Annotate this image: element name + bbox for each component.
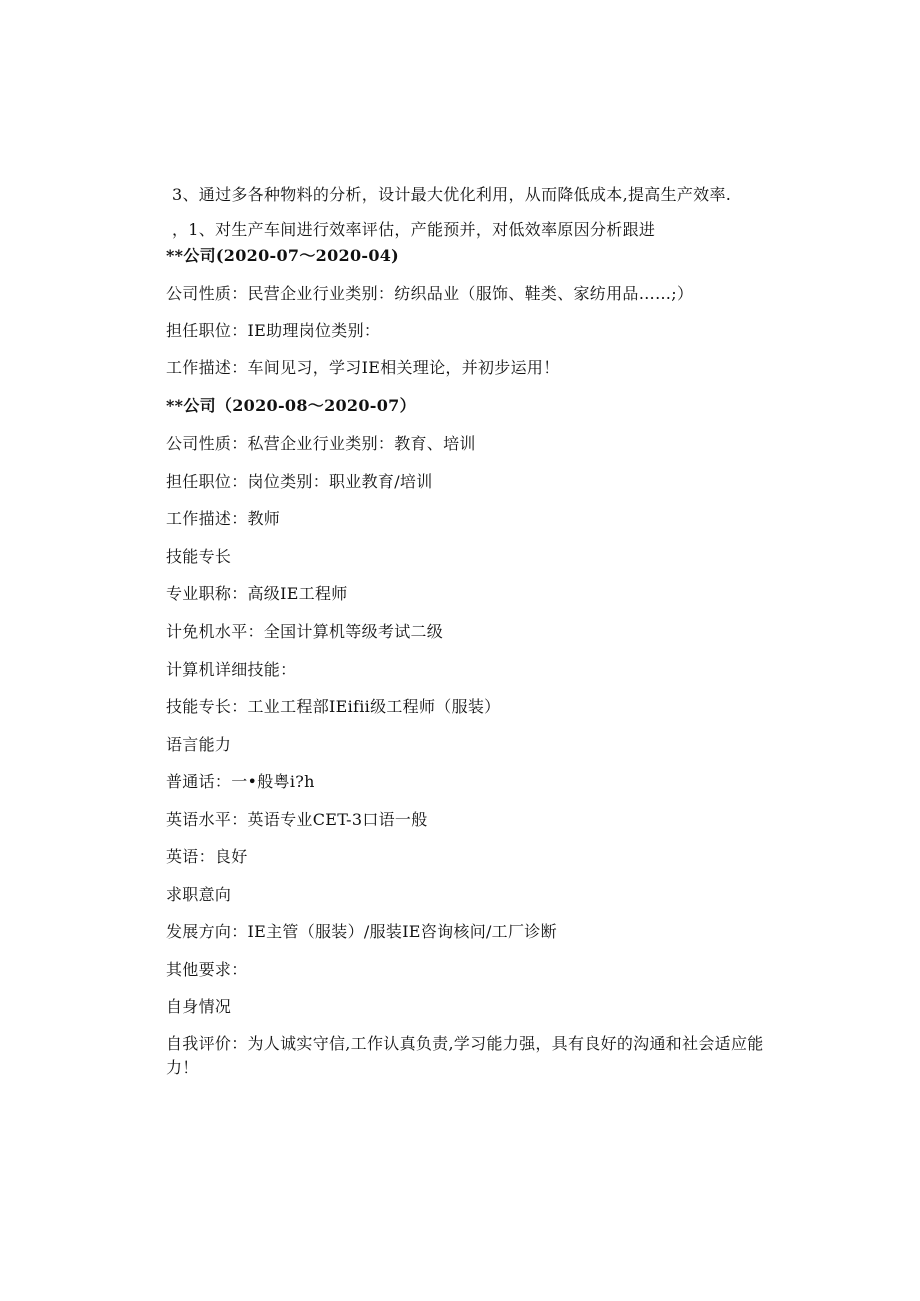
company-2-nature: 公司性质：私营企业行业类别：教育、培训 <box>166 434 476 453</box>
section-skills: 技能专长 <box>166 547 232 566</box>
company-1-position: 担任职位：IE助理岗位类别： <box>166 321 381 340</box>
company-1-description: 工作描述：车间见习，学习IE相关理论，并初步运用！ <box>166 358 560 377</box>
company-1-nature: 公司性质：民营企业行业类别：纺织品业（服饰、鞋类、家纺用品……;） <box>166 284 694 303</box>
other-requirements: 其他要求： <box>166 960 248 979</box>
section-language: 语言能力 <box>166 735 232 754</box>
section-job-intention: 求职意向 <box>166 885 232 904</box>
company-1-header: **公司(2020-07～2020-04) <box>166 246 400 265</box>
english-level: 英语水平：英语专业CET-3口语一般 <box>166 810 428 829</box>
professional-title: 专业职称：高级IE工程师 <box>166 584 348 603</box>
mandarin-level: 普通话：一•般粤i?h <box>166 772 315 791</box>
computer-skills: 计算机详细技能： <box>166 660 297 679</box>
section-self: 自身情况 <box>166 997 232 1016</box>
company-2-description: 工作描述：教师 <box>166 509 281 528</box>
self-evaluation: 自我评价：为人诚实守信,工作认真负责,学习能力强，具有良好的沟通和社会适应能力！ <box>166 1034 764 1077</box>
achievement-line-3: 3、通过多各种物料的分析，设计最大优化利用，从而降低成本,提高生产效率. <box>172 185 732 204</box>
company-2-header: **公司（2020-08～2020-07） <box>166 396 416 415</box>
english-general: 英语：良好 <box>166 847 248 866</box>
skill-specialty: 技能专长：工业工程部IEifii级工程师（服装） <box>166 697 501 716</box>
career-direction: 发展方向：IE主管（服装）/服装IE咨询核问/工厂诊断 <box>166 922 557 941</box>
duty-line-1: ，1、对生产车间进行效率评估，产能预并，对低效率原因分析跟进 <box>172 220 656 239</box>
company-2-position: 担任职位：岗位类别：职业教育/培训 <box>166 472 433 491</box>
computer-level: 计免机水平：全国计算机等级考试二级 <box>166 622 444 641</box>
